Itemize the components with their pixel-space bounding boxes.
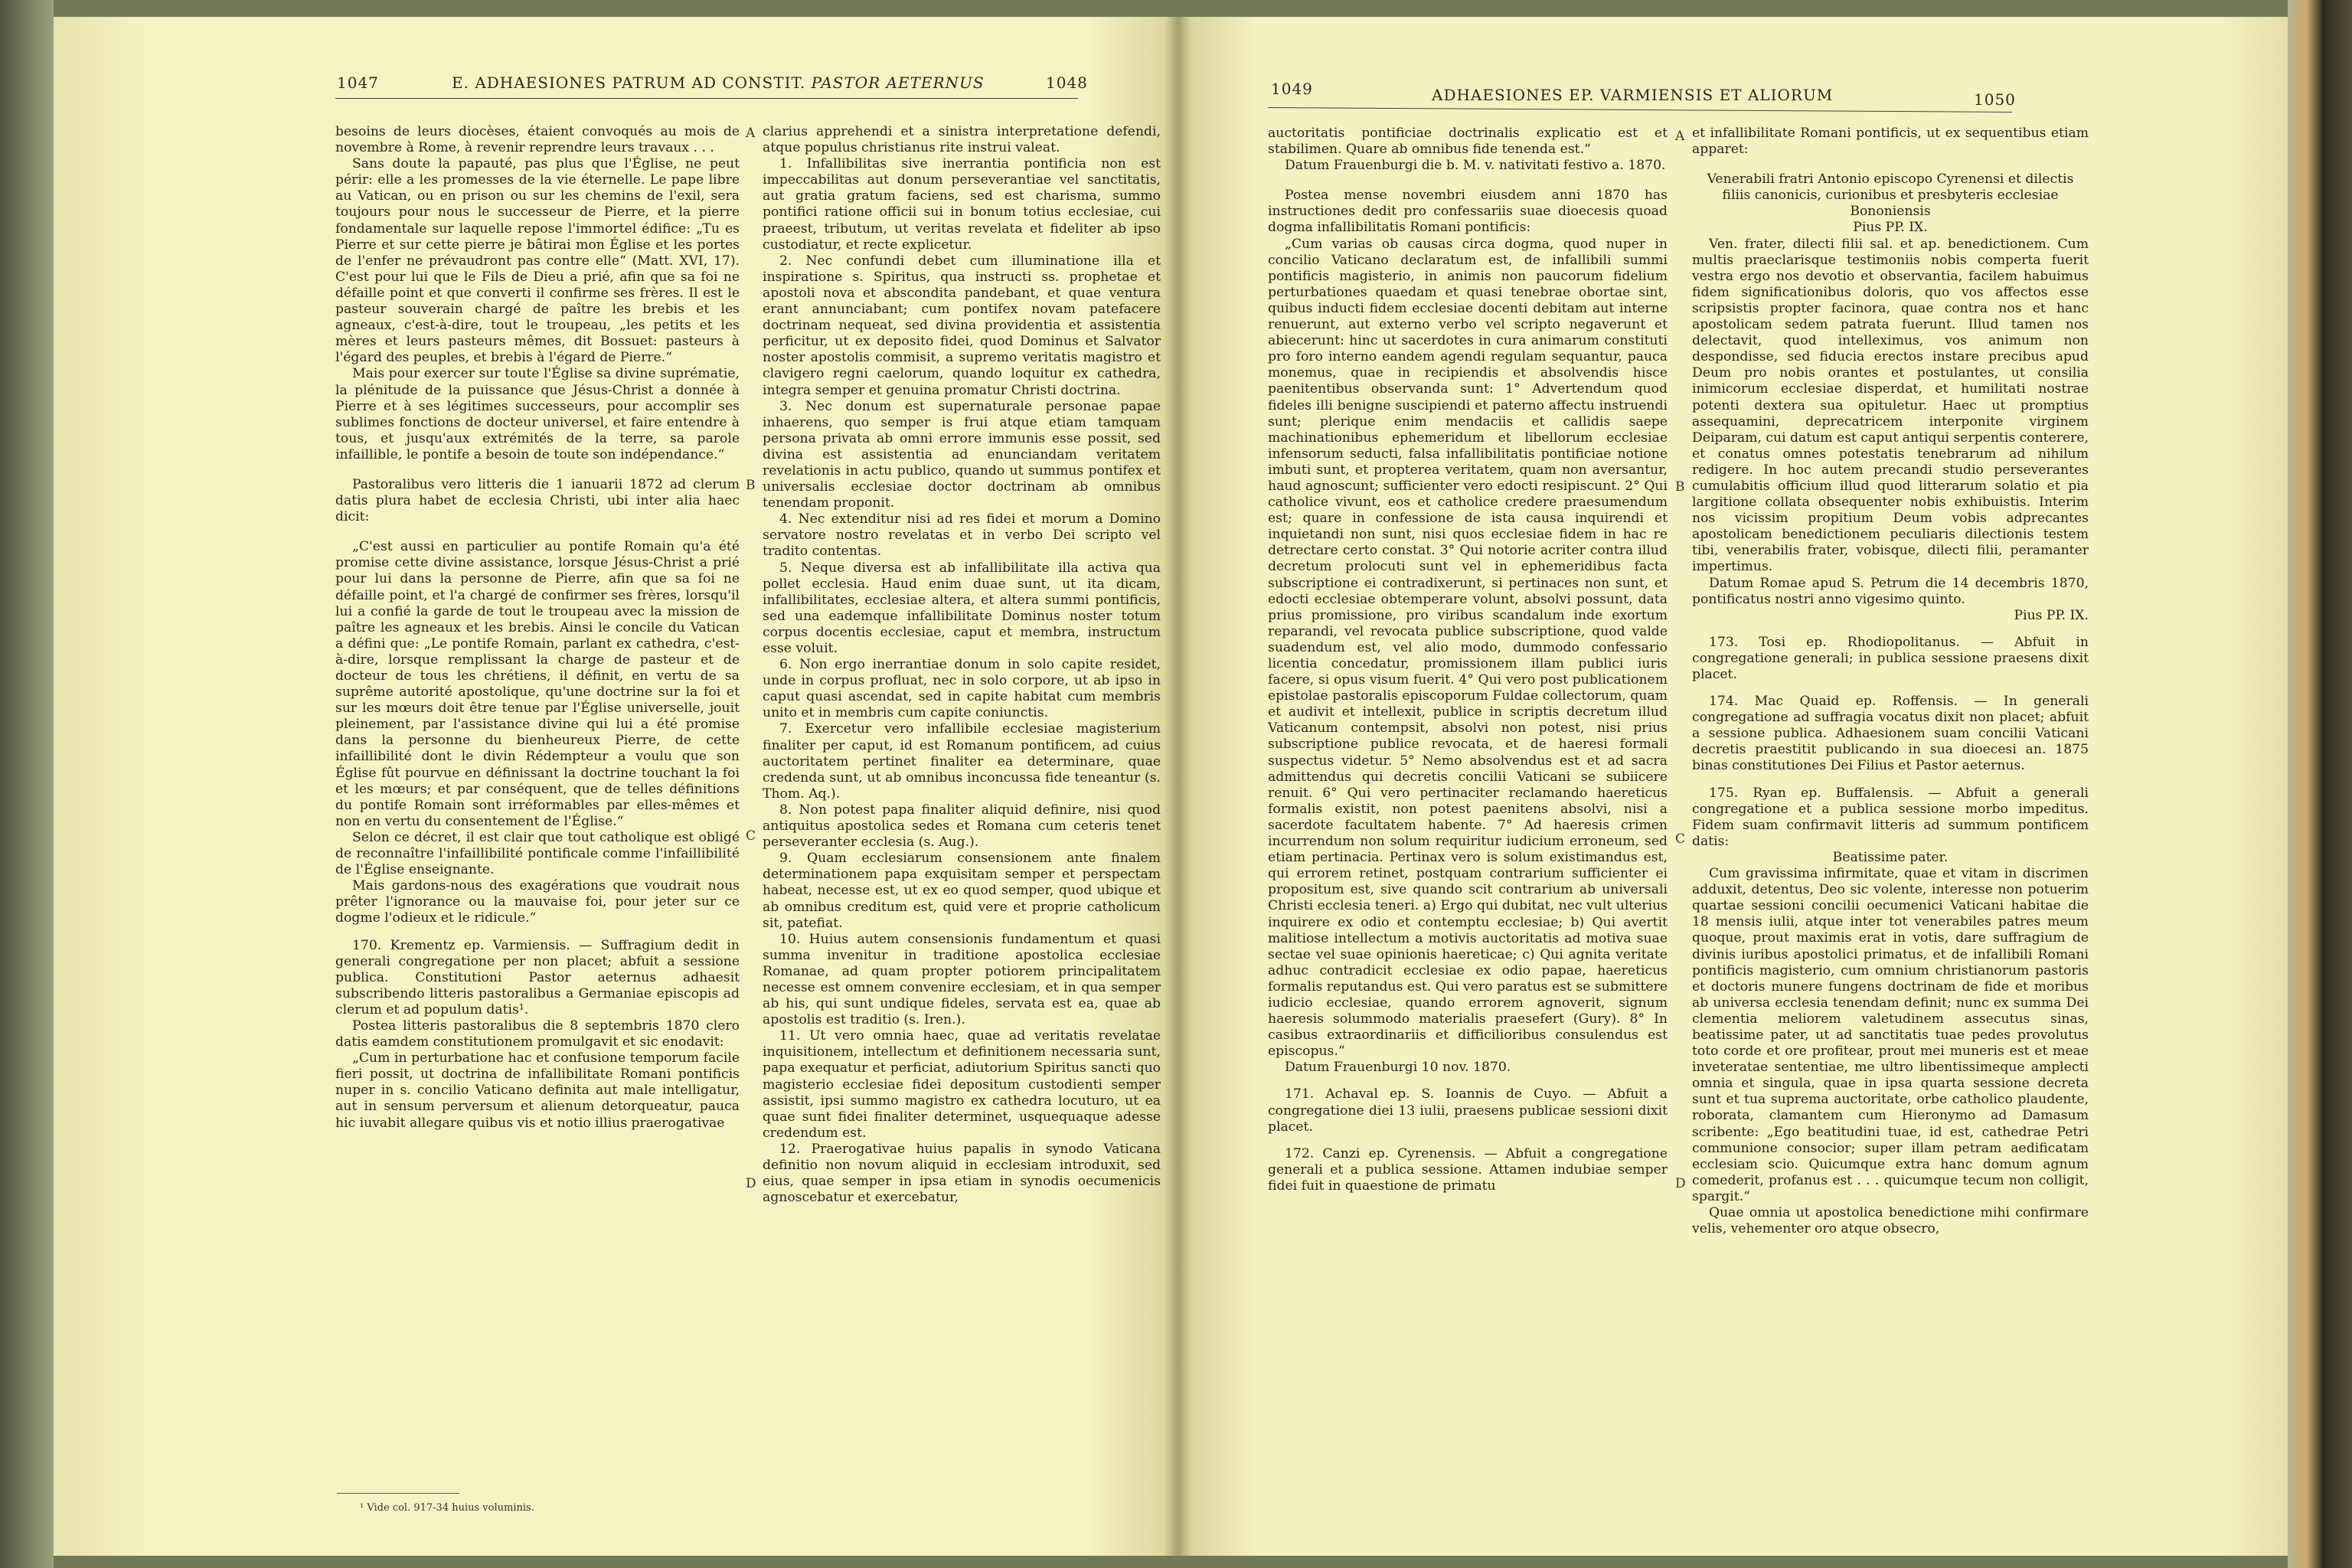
paragraph: „C'est aussi en particulier au pontife Romain qu'a été promise cette divine assistance, lorsque Jésus-Christ a prié pour lui dans la personne de Pierre, afin que sa foi ne défaille point, et l'a chargé de confirmer ses frères, lorsqu'il lui a confié la garde de tout le troupeau avec la mission de paître les agneaux et les brebis. Ainsi le concile du Vatican a défini que: „Le pontife Romain, parlant ex cathedra, c'est-à-dire, lorsque remplissant la charge de pasteur et de docteur de tous les chrétiens, il définit, en vertu de sa suprême autorité apostolique, qu'une doctrine sur la foi et sur les mœurs doit être tenue par l'Église universelle, jouit pleinement, par l'assistance divine qui lui a été promise dans la personne du bienheureux Pierre, de cette infaillibilité dont le divin Rédempteur a voulu que son Église fût pourvue en définissant la doctrine touchant la foi et les mœurs; et par conséquent, que de telles définitions du pontife Romain sont irréformables par elles-mêmes et non en vertu du consentement de l'Église.“ [335,539,740,829]
paragraph: clarius apprehendi et a sinistra interpretatione defendi, atque populus christianus rite instrui valeat. [763,124,1161,156]
numbered-paragraph: 9. Quam ecclesiarum consensionem ante finalem determinationem papa exquisitam semper et perspectam habeat, necesse est, ut ex eo quod semper, quod ubique et ab omnibus creditum est, quid vere et proprie catholicum sit, patefiat. [763,851,1161,931]
footnote: ¹ Vide col. 917-34 huius voluminis. [360,1502,534,1514]
signature-line: Pius PP. IX. [1853,220,1928,236]
margin-letter-b: B [746,478,756,493]
left-page [54,17,1178,1556]
paragraph: Selon ce décret, il est clair que tout catholique est obligé de reconnaître l'infaillibilité pontificale comme l'infaillibilité de l'Église enseignante. [335,829,740,878]
paragraph: Pastoralibus vero litteris die 1 ianuarii 1872 ad clerum datis plura habet de ecclesia Christi, ubi inter alia haec dicit: [335,476,740,525]
numbered-paragraph: 8. Non potest papa finaliter aliquid definire, nisi quod antiquitus apostolica sedes et Romana cum ceteris tenet perseveranter ecclesia (s. Aug.). [763,802,1161,851]
date-line: Datum Frauenburgi die b. M. v. nativitati festivo a. 1870. [1285,158,1666,174]
numbered-paragraph: 1. Infallibilitas sive inerrantia pontificia non est impeccabilitas aut donum perseverantiae vel sanctitatis, aut gratia gratum faciens, sed est charisma, summo pontifici ratione officii sui in bonum totius ecclesiae, cui praeest, tributum, ut veritas revelata et fideliter ab ipso custodiatur, et recte explicetur. [763,156,1161,253]
margin-letter-d: D [746,1176,756,1191]
paragraph: Postea litteris pastoralibus die 8 septembris 1870 clero datis eamdem constitutionem promulgavit et sic enodavit: [335,1018,740,1050]
date-line: Datum Frauenburgi 10 nov. 1870. [1285,1060,1511,1076]
page-number-1048: 1048 [1046,74,1088,92]
paragraph: Ven. frater, dilecti filii sal. et ap. benedictionem. Cum multis praeclarisque testimoniis nobis comperta fuerit vestra ergo nos devotio et observantia, facilem habuimus fidem significationibus doloris, quo vos affectos esse scripsistis propter facinora, quae contra nos et hanc apostolicam sedem patrata fuerunt. Illud tamen nos delectavit, quod intelleximus, vos animum non despondisse, sed fiducia erectos instare precibus apud Deum pro nobis orantes et postulantes, ut consilia inimicorum ecclesiae disperdat, et humilitati nostrae potenti dextera sua opituletur. Haec ut promptius assequamini, deprecatricem interponite virginem Deiparam, cui datum est caput antiqui serpentis conterere, et conatus omnes potestatis tenebrarum ad nihilum redigere. In hoc autem precandi studio perseverantes cumulabitis officium illud quod litterarum solatio et pia largitione collata obsequenter nobis exhibuistis. Interim nos vicissim propitium Deum vobis adprecantes apostolicam benedictionem peculiaris dilectionis testem tibi, venerabilis frater, vobisque, dilecti filii, peramanter impertimus. [1692,236,2089,575]
paragraph: Quae omnia ut apostolica benedictione mihi confirmare velis, vehementer oro atque obsecro, [1692,1205,2089,1237]
paragraph: „Cum in perturbatione hac et confusione temporum facile fieri possit, ut doctrina de infallibilitate Romani pontificis nuper in s. concilio Vaticano definita aut male intelligatur, aut in sensum perversum et alienum detorqueatur, pauca hic iuvabit allegare quibus vis et notio illius praerogativae [335,1050,740,1131]
running-head-left [452,74,1064,92]
running-title-italic: PASTOR AETERNUS [811,74,985,92]
page-number-1047: 1047 [337,74,379,92]
margin-letter-a: A [1675,129,1685,144]
paragraph: Mais pour exercer sur toute l'Église sa divine suprématie, la plénitude de la puissance que Jésus-Christ a donnée à Pierre et à ses légitimes successeurs, pour accomplir ses sublimes fonctions de docteur universel, et faire entendre à tous, et jusqu'aux extrémités de la terre, sa parole infaillible, le pontife a besoin de toute son indépendance.“ [335,366,740,462]
numbered-paragraph: 4. Nec extenditur nisi ad res fidei et morum a Domino servatore nostro revelatas et in verbo Dei scripto vel tradito contentas. [763,511,1161,560]
paragraph: „Cum varias ob causas circa dogma, quod nuper in concilio Vaticano declaratum est, de infallibili summi pontificis magisterio, in animis non paucorum fidelium perturbationes quaedam et quasi tenebrae obortae sint, quibus inducti fidem ecclesiae docenti debitam aut interne renuerunt, aut externo verbo vel scripto negaverunt et abiecerunt: hinc ut sacerdotes in cura animarum constituti pro foro interno eandem agendi regulam sequantur, pauca monemus, quae in recipiendis et absolvendis hisce paenitentibus observanda sunt: 1° Advertendum quod fideles illi benigne suscipiendi et paterno affectu instruendi sunt; plerique enim mendaciis et callidis saepe machinationibus ephemeridum et libellorum ecclesiae infensorum seducti, falsa infallibilitatis pontificiae notione imbuti sunt, et propterea veritatem, quam non aversantur, haud agnoscunt; sufficienter vero edocti resipiscunt. 2° Qui catholice vivunt, eos et catholice credere praesumendum est; quare in confessione de ista causa inquirendi et inquietandi non sunt, nisi quos ecclesiae fidem in hac re detrectare certo constat. 3° Qui notorie acriter contra illud decretum prolocuti sunt vel in ephemeridibus facta subscriptione ei contradixerunt, si pertinaces non sunt, et edocti ecclesiae obtemperare volunt, absolvi possunt, data prius promissione, pro viribus scandalum inde exortum reparandi, vel revocata publice subscriptione, quod valde suadendum est, vel alio modo, dummodo confessario licentia concedatur, promissionem illam publici iuris facere, si opus visum fuerit. 4° Qui vero post publicationem epistolae pastoralis episcoporum Fuldae collectorum, quam et audivit et intellexit, publice in scriptis decretum illud Vaticanum contempsit, absolvi non potest, nisi prius subscriptione publice revocata, et de haeresi formali suspectus videtur. 5° Nemo absolvendus est et ad sacra admittendus qui decretis concilii Vaticani se subiicere renuit. 6° Qui vero pertinaciter reclamando haereticus formalis existit, non potest paenitens absolvi, nisi a sacerdote facultatem habente. 7° Ad haeresis crimen incurrendum non solum requiritur iudicium erroneum, sed etiam pertinacia. Pertinax vero is solum existimandus est, qui errorem retinet, postquam contrarium sufficienter ei propositum est, sive quando scit contrarium ab universali Christi ecclesia teneri. a) Ergo qui dubitat, nec vult ulterius inquirere ex odio et contemptu ecclesiae; b) Qui avertit malitiose intellectum a motivis auctoritatis ad motiva suae sectae vel suae opinionis haereticae; c) Qui agnita veritate adhuc contradicit ecclesiae ex odio papae, haereticus formalis reputandus est. Qui vero paratus est se submittere iudicio ecclesiae, quando errorem agnoverit, signum haeresis solummodo materialis praesefert (Gury). 8° In casibus extraordinariis et difficilioribus consulendus est episcopus.“ [1268,236,1668,1060]
signature-line: Pius PP. IX. [2014,607,2089,623]
margin-letter-c: C [746,828,756,844]
book-edge-right [2288,0,2352,1568]
paragraph: Mais gardons-nous des exagérations que voudrait nous prêter l'ignorance ou la mauvaise foi, pour jeter sur ce dogme l'odieux et le ridicule.“ [335,878,740,926]
paragraph: besoins de leurs diocèses, étaient convoqués au mois de novembre à Rome, à revenir reprendre leurs travaux . . . [335,124,740,156]
numbered-paragraph: 3. Nec donum est supernaturale personae papae inhaerens, quo semper is frui atque etiam tamquam persona privata ab omni errore immunis esse possit, sed divina est assistentia ad enunciandam veritatem revelationis in actu publico, quando ut summus pontifex et universalis ecclesiae doctor doctrinam ab omnibus tenendam proponit. [763,398,1161,511]
salutation-line: Beatissime pater. [1832,849,1949,865]
left-col-b [763,124,1161,1206]
numbered-paragraph: 7. Exercetur vero infallibile ecclesiae magisterium finaliter per caput, id est Romanum pontificem, ad cuius auctoritatem pertinet finaliter ea determinare, quae credenda sunt, ut ab omnibus inconcussa fide teneantur (s. Thom. Aq.). [763,721,1161,802]
book-edge-left [0,0,54,1568]
numbered-paragraph: 2. Nec confundi debet cum illuminatione illa et inspiratione s. Spiritus, qua instructi ss. prophetae et apostoli nova et abscondita pandebant, et quae ventura erant annunciabant; cum pontifex novam patefacere doctrinam nequeat, sed divina providentia et assistentia perficitur, ut ex deposito fidei, quod Dominus et Salvator noster apostolis commisit, a supremo veritatis magistro et clavigero regni caelorum, quando loquitur ex cathedra, integra semper et genuina promatur Christi doctrina. [763,253,1161,398]
right-col-a [1268,126,1668,1194]
entry-175: 175. Ryan ep. Buffalensis. — Abfuit a generali congregatione et a publica sessione morbo impeditus. Fidem suam confirmavit litteris ad summum pontificem datis: [1692,785,2089,849]
entry-172: 172. Canzi ep. Cyrenensis. — Abfuit a congregatione generali et a publica sessione. Attamen indubiae semper fidei fuit in quaestione de primatu [1268,1145,1668,1194]
right-page [1178,17,2288,1556]
right-col-b [1692,126,2089,1237]
numbered-paragraph: 5. Neque diversa est ab infallibilitate illa activa qua pollet ecclesia. Haud enim duae sunt, ut ita dicam, infallibilitates, ecclesiae altera, et altera summi pontificis, sed una eademque infallibilitate Dominus noster totum corpus docentis ecclesiae, caput et membra, instructum esse voluit. [763,560,1161,656]
paragraph: auctoritatis pontificiae doctrinalis explicatio est et stabilimen. Quare ab omnibus fide tenenda est.“ [1268,126,1668,158]
entry-170: 170. Krementz ep. Varmiensis. — Suffragium dedit in generali congregatione per non placet; abfuit a sessione publica. Constitutioni Pastor aeternus adhaesit subscribendo litteris pastoralibus a Germaniae episcopis ad clerum et ad populum datis¹. [335,937,740,1018]
numbered-paragraph: 10. Huius autem consensionis fundamentum et quasi summa invenitur in traditione apostolica ecclesiae Romanae, ad quam propter potiorem principalitatem necesse est omnem convenire ecclesiam, et in qua semper ab his, qui sunt undique fideles, servata est ea, quae ab apostolis est traditio (s. Iren.). [763,931,1161,1028]
header-rule-left [335,98,1078,99]
running-title-right: ADHAESIONES EP. VARMIENSIS ET ALIORUM [1432,86,1834,104]
running-title-roman: E. ADHAESIONES PATRUM AD CONSTIT. [452,74,806,92]
paragraph: Cum gravissima infirmitate, quae et vitam in discrimen adduxit, detentus, Deo sic volente, interesse non potuerim quartae sessioni concilii oecumenici Vaticani habitae die 18 mensis iulii, atque inter tot venerabiles patres meum quoque, prout maximis erat in votis, dare suffragium de divinis iuribus apostolici primatus, et de infallibili Romani pontificis magisterio, cum omnium christianorum pastoris et doctoris munere fungens doctrinam de fide et moribus ab universa ecclesia tenendam definit; nunc ex summa Dei clementia meliorem valetudinem assecutus sinas, beatissime pater, ut ad sanctitatis tuae pedes provolutus toto corde et ore profitear, prout mei muneris est et meae inveteratae sententiae, me ultro libentissimeque amplecti omnia et singula, quae in ipsa quarta sessione decreta sunt et tua suprema auctoritate, orbe catholico plaudente, roborata, clamantem cum Hieronymo ad Damasum scribente: „Ego beatitudini tuae, id est, cathedrae Petri communione consocior; super illam petram aedificatam ecclesiam scio. Quicumque extra hanc domum agnum comederit, profanus est . . . quicumque tecum non colligit, spargit.“ [1692,866,2089,1204]
footnote-rule [337,1493,459,1494]
numbered-paragraph: 6. Non ergo inerrantiae donum in solo capite residet, unde in corpus profluat, nec in solo corpore, ut ab ipso in caput quasi ascendat, sed in capite habitat cum membris unito et in membris cum capite coniunctis. [763,657,1161,721]
page-number-1049: 1049 [1271,80,1313,98]
address-line: Venerabili fratri Antonio episcopo Cyrenensi et dilectis filiis canonicis, curionibus et presbyteris ecclesiae Bononiensis [1707,172,2074,220]
entry-171: 171. Achaval ep. S. Ioannis de Cuyo. — Abfuit a congregatione diei 13 iulii, praesens publicae sessioni dixit placet. [1268,1086,1668,1135]
paragraph: Sans doute la papauté, pas plus que l'Église, ne peut périr: elle a les promesses de la vie éternelle. Le pape libre au Vatican, ou en prison ou sur les chemins de l'exil, sera toujours pour nous le successeur de Pierre, et la pierre fondamentale sur laquelle repose l'immortel édifice: „Tu es Pierre et sur cette pierre je bâtirai mon Église et les portes de l'enfer ne prévaudront pas contre elle“ (Matt. XVI, 17). C'est pour lui que le Fils de Dieu a prié, afin que sa foi ne défaille point et que converti il confirme ses frères. Il est le pasteur souverain chargé de paître les brebis et les agneaux, c'est-à-dire, tout le troupeau, „les petits et les mères et leurs pasteurs mêmes, dit Bossuet: pasteurs à l'égard des peuples, et brebis à l'égard de Pierre.“ [335,156,740,366]
page-number-1050: 1050 [1974,90,2016,109]
margin-letter-b: B [1675,479,1685,495]
paragraph: et infallibilitate Romani pontificis, ut ex sequentibus etiam apparet: [1692,126,2089,158]
entry-173: 173. Tosi ep. Rhodiopolitanus. — Abfuit in congregatione generali; in publica sessione praesens dixit placet. [1692,634,2089,682]
numbered-paragraph: 11. Ut vero omnia haec, quae ad veritatis revelatae inquisitionem, intellectum et definitionem necessaria sunt, papa exequatur et perficiat, adiutorium Spiritus sancti quo magisterio ecclesiae fidei depositum custodienti semper assistit, ipsi summo magistro ex cathedra locuturo, ut ea quae sunt fidei finaliter determinet, usquequaque adesse credendum est. [763,1028,1161,1141]
left-col-a [335,124,740,1132]
book-gutter [1164,17,1191,1556]
entry-174: 174. Mac Quaid ep. Roffensis. — In generali congregatione ad suffragia vocatus dixit non placet; abfuit a sessione publica. Adhaesionem suam concilii Vaticani decretis praestitit publicando in sua dioecesi an. 1875 binas constitutiones Dei Filius et Pastor aeternus. [1692,694,2089,774]
margin-letter-c: C [1675,831,1686,847]
margin-letter-a: A [746,126,756,141]
numbered-paragraph: 12. Praerogativae huius papalis in synodo Vaticana definitio non novum aliquid in ecclesiam introduxit, sed eius, quae semper in ipsa etiam in synodis oecumenicis agnoscebatur et exercebatur, [763,1141,1161,1206]
margin-letter-d: D [1675,1176,1686,1191]
paragraph: Postea mense novembri eiusdem anni 1870 has instructiones dedit pro confessariis suae dioecesis quoad dogma infallibilitatis Romani pontificis: [1268,188,1668,236]
date-line: Datum Romae apud S. Petrum die 14 decembris 1870, pontificatus nostri anno vigesimo quinto. [1692,575,2089,607]
